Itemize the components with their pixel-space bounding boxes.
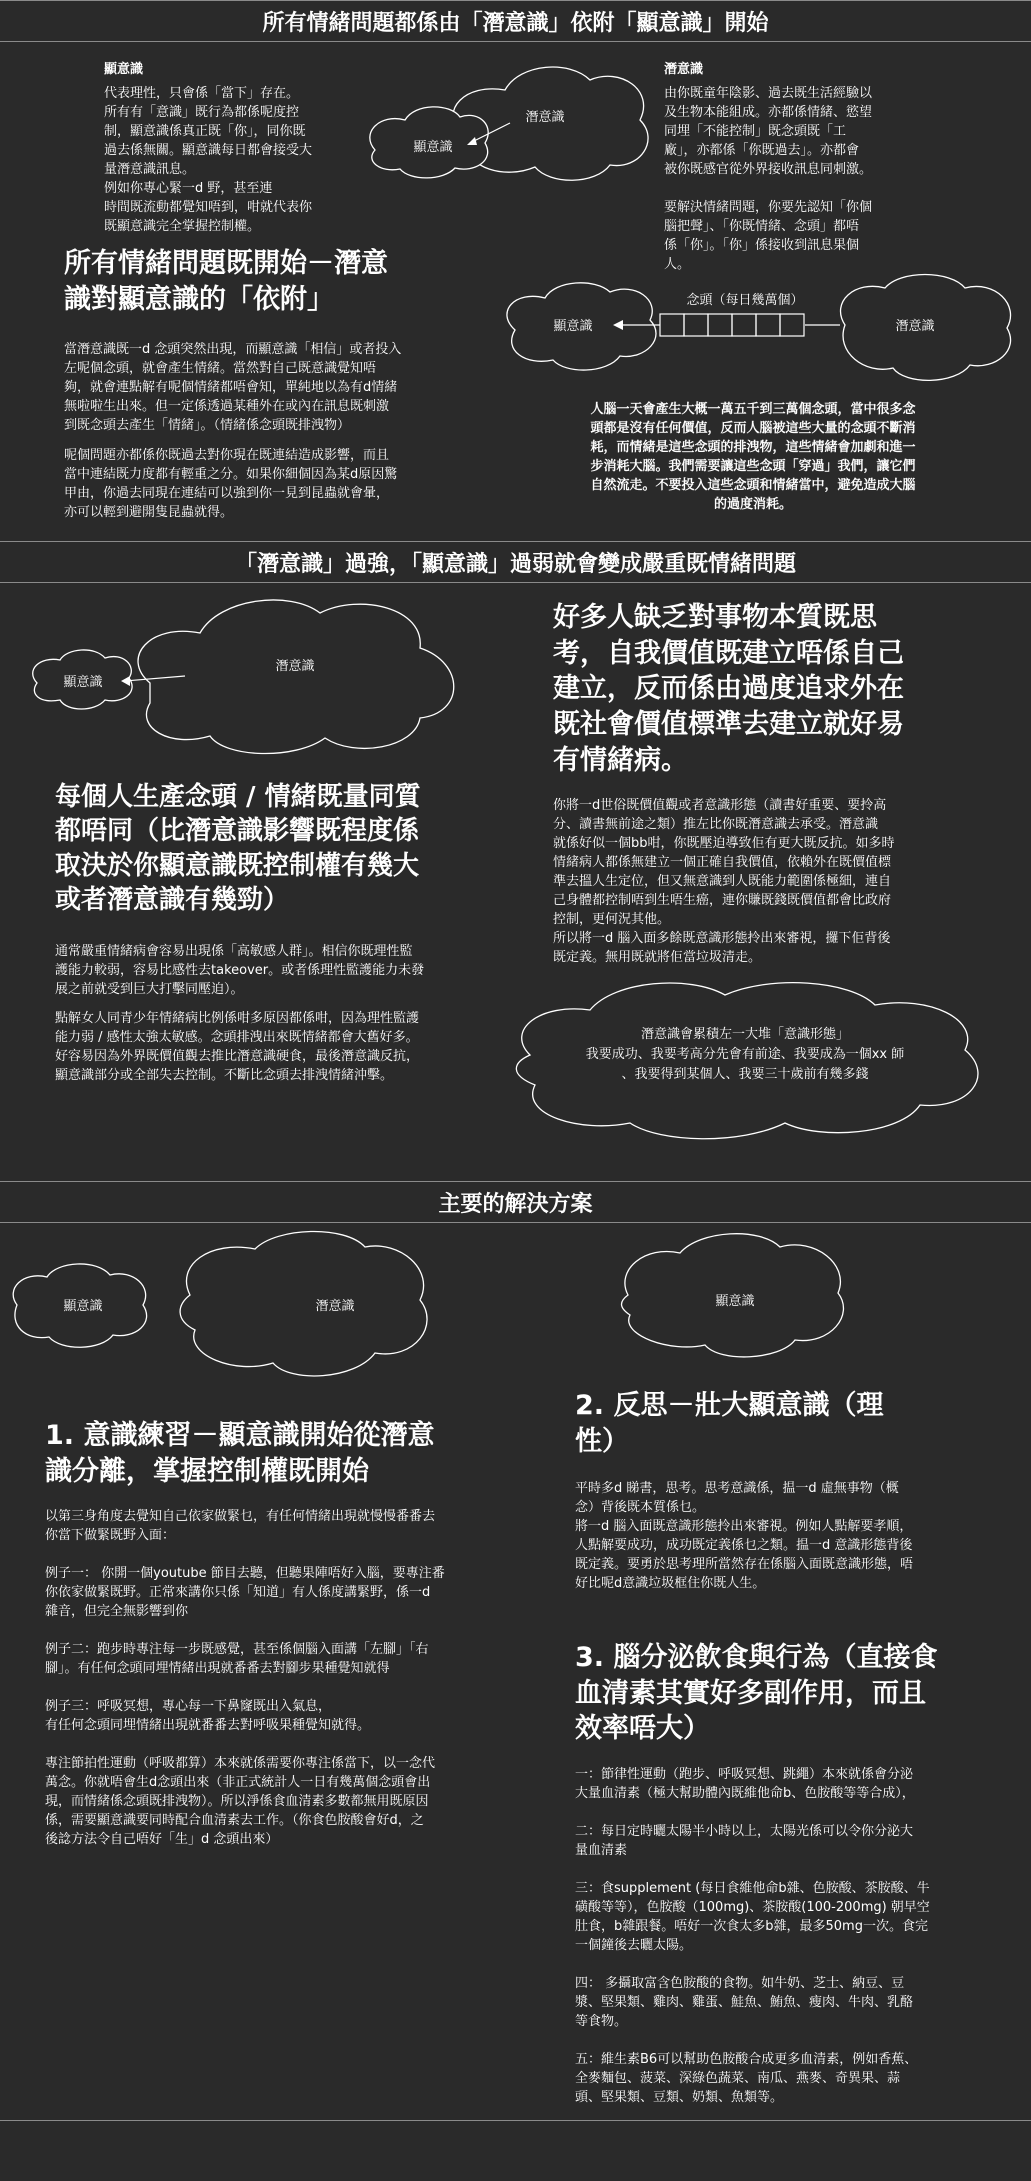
conscious-label: 顯意識 [104, 62, 144, 77]
solution-3-paragraph: 一：節律性運動（跑步、呼吸冥想、跳繩）本來就係會分泌 大量血清素（極大幫助體內既維他命b、色胺酸等等合成）， 二：每日定時曬太陽半小時以上，太陽光係可以令你分泌大 量血清素 三：食supplement (每日食維他命b雜、色胺酸、茶胺酸、牛 磺酸等等），色胺酸（100mg)、茶胺酸(100-200mg) 朝早空 肚食，b雜跟餐。唔好一次食太多b雜，最多50mg一次。食完 一個鐘後去曬太陽。 四： 多攝取富含色胺酸的食物。如牛奶、芝士、納豆、豆 漿、堅果類、雞肉、雞蛋、鮭魚、鮪魚、瘦肉、牛肉、乳酪 等食物。 五：維生素B6可以幫助色胺酸合成更多血清素，例如香蕉、 全麥麵包、菠菜、深綠色蔬菜、南瓜、燕麥、奇異果、蒜 頭、堅果類、豆類、奶類、魚類等。 [575, 1767, 930, 2105]
attachment-heading: 所有情緒問題既開始－潛意 識對顯意識的「依附」 [64, 248, 388, 315]
cloud-label-conscious: 顯意識 [413, 140, 453, 155]
strong-subconscious-diagram [25, 588, 505, 758]
section2-header: 「潛意識」過強，「顯意識」過弱就會變成嚴重既情緒問題 [0, 541, 1031, 583]
solution-2-heading: 2. 反思－壯大顯意識（理 性） [575, 1390, 884, 1457]
thought-flow-diagram [495, 270, 1015, 390]
solution-2-paragraph: 平時多d 睇書，思考。思考意識係，揾一d 虛無事物（概 念）背後既本質係乜。 將一d 腦入面既意識形態拎出來審視。例如人點解要孝順， 人點解要成功，成功既定義係乜之類。揾一d 意識形態背後 既定義。要勇於思考理所當然存在係腦入面既意識形態，唔 好比呢d意識垃圾框住你既人生。 [575, 1481, 914, 1591]
section1-header: 所有情緒問題都係由「潛意識」依附「顯意識」開始 [0, 0, 1031, 42]
brain-consumption-text: 人腦一天會產生大概一萬五千到三萬個念頭，當中很多念 頭都是沒有任何價值，反而人腦被這些大量的念頭不斷消 耗，而情緒是這些念頭的排洩物，這些情緒會加劇和進一 步消耗大腦。我們需要讓這些念頭「穿過」我們，讓它們 自然流走。不要投入這些念頭和情緒當中，避免造成大腦 的過度消耗。 [590, 402, 916, 512]
attachment-paragraph-1: 當潛意識既一d 念頭突然出現，而顯意識「相信」或者投入 左呢個念頭，就會產生情緒。當然對自己既意識覺知唔 夠，就會連點解有呢個情緒都唔會知，單純地以為有d情緒 無啦啦生出來。但一定係透過某種外在或內在訊息既刺激 到既念頭去產生「情緒」。（情緒係念頭既排洩物） [64, 342, 402, 433]
cloud4-label-conscious: 顯意識 [63, 1299, 103, 1314]
section3-header: 主要的解決方案 [0, 1181, 1031, 1223]
emotion-quantity-heading: 每個人生產念頭 / 情緒既量同質 都唔同（比潛意識影響既程度係 取決於你顯意識既控制權有幾大 或者潛意識有幾勁） [55, 782, 421, 915]
cloud3-label-conscious: 顯意識 [63, 675, 103, 690]
ideology-line-2: 我要成功、我要考高分先會有前途、我要成為一個xx 師 [585, 1047, 905, 1062]
solution-1-heading: 1. 意識練習－顯意識開始從潛意 識分離，掌握控制權既開始 [45, 1420, 435, 1487]
cloud2-label-subconscious: 潛意識 [895, 319, 935, 334]
big-subconscious-cloud [138, 600, 454, 754]
high-sensitivity-paragraph: 通常嚴重情緒病會容易出現係「高敏感人群」。相信你既理性監 護能力較弱，容易比感性去takeover。或者係理性監護能力未發 展之前就受到巨大打擊同壓迫）。 [55, 944, 425, 997]
subconscious-label: 潛意識 [664, 62, 704, 77]
solution-1-paragraph: 以第三身角度去覺知自己依家做緊乜，有任何情緒出現就慢慢番番去 你當下做緊既野入面： 例子一： 你開一個youtube 節目去聽，但聽果陣唔好入腦，要專注番 你依家做緊既野。正常來講你只係「知道」有人係度講緊野，係一d 雜音，但完全無影響到你 例子二：跑步時專注每一步既感覺，甚至係個腦入面講「左腳」「右 腳」。有任何念頭同埋情緒出現就番番去對腳步果種覺知就得 例子三：呼吸冥想，專心每一下鼻窿既出入氣息， 有任何念頭同埋情緒出現就番番去對呼吸果種覺知就得。 專注節拍性運動（呼吸都算）本來就係需要你專注係當下，以一念代 萬念。你就唔會生d念頭出來（非正式統計人一日有幾萬個念頭會出 現，而情緒係念頭既排洩物）。所以淨係食血清素多數都無用既原因 係，需要顯意識要同時配合血清素去工作。（你食色胺酸會好d，之 後諗方法令自己唔好「生」d 念頭出來） [45, 1509, 445, 1847]
cloud-label-subconscious: 潛意識 [525, 110, 565, 125]
cloud3-label-subconscious: 潛意識 [275, 659, 315, 674]
women-teen-paragraph: 點解女人同青少年情緒病比例係咁多原因都係咁，因為理性監護 能力弱 / 感性太強太敏感。念頭排洩出來既情緒都會大舊好多。 好容易因為外界既價值觀去推比潛意識硬食，最後潛意識反抗， 顯意識部分或全部失去控制。不斷比念頭去排洩情緒沖擊。 [55, 1011, 420, 1083]
self-worth-heading: 好多人缺乏對事物本質既思 考，自我價值既建立唔係自己 建立，反而係由過度追求外在 既社會價值標準去建立就好易 有情緒病。 [553, 602, 904, 776]
thought-queue [660, 314, 804, 336]
cloud2-label-conscious: 顯意識 [553, 319, 593, 334]
ideology-line-1: 潛意識會累積左一大堆「意識形態」 [640, 1027, 850, 1042]
footer-divider [0, 2120, 1031, 2121]
attachment-diagram [355, 55, 665, 195]
thought-label: 念頭（每日幾萬個） [686, 293, 804, 308]
solution-3-heading: 3. 腦分泌飲食與行為（直接食 血清素其實好多副作用，而且 效率唔大） [575, 1642, 938, 1745]
strengthen-conscious-diagram [610, 1225, 860, 1365]
attachment-paragraph-2: 呢個問題亦都係你既過去對你現在既連結造成影響，而且 當中連結既力度都有輕重之分。如果你細個因為某d原因驚 甲由，你過去同現在連結可以強到你一見到昆蟲就會暈， 亦可以輕到避開隻昆蟲就得。 [64, 448, 398, 520]
conscious-description: 代表理性，只會係「當下」存在。 所有有「意識」既行為都係呢度控 制，顯意識係真正既「你」，同你既 過去係無關。顯意識每日都會接受大 量潛意識訊息。 例如你專心緊一d 野，甚至連 時間既流動都覺知唔到，咁就代表你 既顯意識完全掌握控制權。 [104, 86, 313, 234]
subconscious-description: 由你既童年陰影、過去既生活經驗以 及生物本能組成。亦都係情緒、慾望 同埋「不能控制」既念頭既「工 廠」，亦都係「你既過去」。亦都會 被你既感官從外界接收訊息同刺激。 要解決情緒問題，你要先認知「你個 腦把聲」、「你既情緒、念頭」都唔 係「你」。「你」係接收到訊息果個 人。 [664, 86, 873, 272]
subconscious-cloud-3 [180, 1231, 427, 1375]
cloud5-label-conscious: 顯意識 [715, 1294, 755, 1309]
ideology-cloud-diagram [500, 975, 1000, 1145]
separation-diagram [5, 1225, 435, 1390]
ideology-line-3: 、我要得到某個人、我要三十歲前有幾多錢 [621, 1067, 869, 1082]
self-worth-paragraph: 你將一d世俗既價值觀或者意識形態（讀書好重要、要拎高 分、讀書無前途之類）推左比你既潛意識去承受。潛意識 就係好似一個bb咁，你既壓迫導致佢有更大既反抗。如多時 情緒病人都係無建立一個正確自我價值，依賴外在既價值標 準去搵人生定位，但又無意識到人既能力範圍係極細，連自 己身體都控制唔到生唔生癌，連你賺既錢既價值都會比政府 控制，更何況其他。 所以將一d 腦入面多餘既意識形態拎出來審視，攞下佢背後 既定義。無用既就將佢當垃圾清走。 [553, 798, 895, 965]
cloud4-label-subconscious: 潛意識 [315, 1299, 355, 1314]
